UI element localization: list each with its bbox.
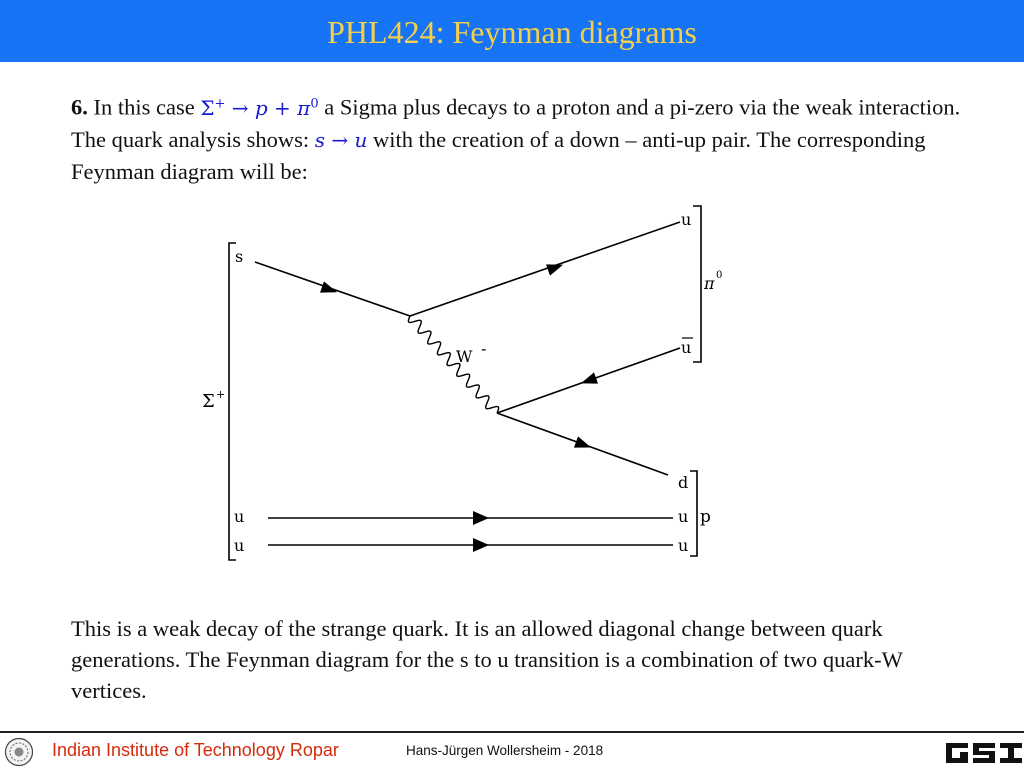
w-charge-label: - [481, 339, 487, 358]
u-in-1-label: u [234, 507, 245, 526]
u-quark-line [410, 222, 680, 316]
institute-name: Indian Institute of Technology Ropar [52, 740, 339, 760]
u-in-2-label: u [234, 536, 245, 555]
intro-text-1: a Sigma plus decays to a proton and a pi-zero via the weak interaction. The quark analysis shows: [71, 94, 961, 152]
w-label: W [456, 347, 473, 366]
gsi-logo [946, 741, 1022, 765]
arrowheads [320, 259, 598, 552]
pion-bracket [693, 206, 701, 362]
intro-text-2: with the creation of a down – anti-up pair. The corresponding Feynman diagram will be: [71, 126, 926, 184]
p-label: p [700, 507, 711, 527]
u-arrow [546, 259, 565, 276]
spectator-arrow-1 [473, 511, 489, 525]
antiup-arrow [579, 372, 598, 389]
transition-arrow: → [324, 127, 355, 152]
pion-symbol: π [297, 95, 311, 120]
u-top-label: u [681, 210, 692, 229]
iit-ropar-logo [4, 737, 34, 767]
u-out-1-label: u [678, 507, 689, 526]
up-symbol: u [354, 127, 368, 152]
sigma-charge-label: + [216, 388, 226, 401]
u-out-2-label: u [678, 536, 689, 555]
pion-charge: 0 [310, 96, 319, 111]
footer-divider [0, 731, 1024, 733]
plus-sign: + [267, 95, 298, 120]
author-credit: Hans-Jürgen Wollersheim - 2018 [406, 743, 604, 758]
sigma-label: Σ [202, 391, 215, 412]
sigma-symbol: Σ [200, 95, 215, 120]
s-label: s [235, 247, 244, 266]
proton-symbol: p [254, 95, 268, 120]
conclusion-paragraph: This is a weak decay of the strange quark. It is an allowed diagonal change between quark generations. The Feynman diagram for the s to u transition is a combination of two quark-W vertices. [71, 616, 903, 703]
pi0-charge-label: 0 [716, 270, 723, 281]
d-label: d [678, 473, 689, 492]
pi0-label: π [704, 274, 715, 293]
item-number: 6. [71, 94, 88, 120]
strange-symbol: s [314, 127, 325, 152]
w-boson-line [408, 316, 498, 413]
ubar-label: u [681, 338, 692, 357]
d-arrow [574, 436, 593, 453]
reaction-arrow: → [225, 95, 255, 120]
slide-title: PHL424: Feynman diagrams [327, 14, 697, 50]
intro-lead: In this case [87, 94, 201, 120]
spectator-arrow-2 [473, 538, 489, 552]
sigma-charge: + [214, 96, 226, 111]
proton-bracket [690, 471, 697, 556]
